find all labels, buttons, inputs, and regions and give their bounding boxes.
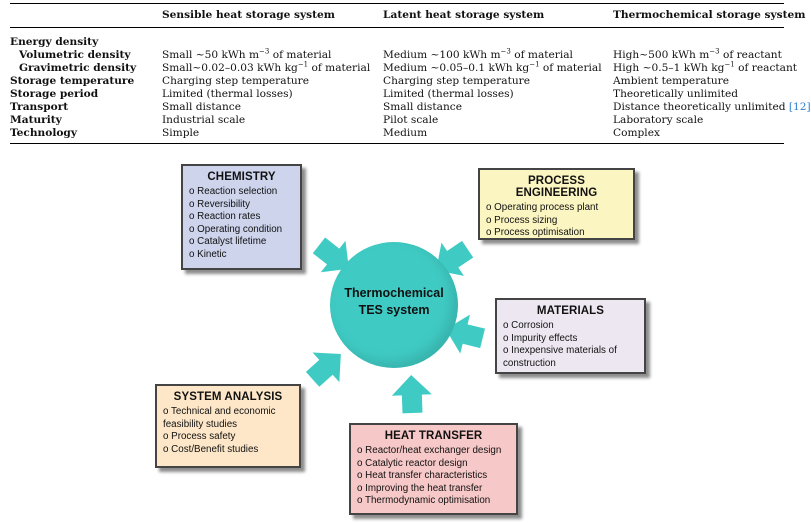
cell-sensible (162, 62, 370, 75)
chemistry-list (189, 186, 294, 262)
list-item: o Operating process plant (486, 202, 627, 215)
row-label: Gravimetric density (19, 62, 137, 74)
row-label: Volumetric density (19, 49, 131, 61)
chemistry-box (181, 164, 302, 270)
cell-text-suffix: of material (539, 62, 602, 74)
list-item: o Operating condition (189, 224, 294, 237)
list-item: o Catalytic reactor design (357, 458, 510, 471)
arrow-from-heat-transfer (391, 374, 432, 413)
cell-thermochemical (613, 62, 797, 75)
col-header-thermochemical: Thermochemical storage system (613, 9, 806, 21)
list-item: o Reactor/heat exchanger design (357, 445, 510, 458)
unit-exponent: −3 (709, 47, 720, 56)
cell-sensible: Limited (thermal losses) (162, 88, 293, 100)
row-label: Storage temperature (10, 75, 135, 87)
materials-list (503, 320, 638, 370)
row-label: Energy density (10, 36, 99, 48)
list-item: o Catalyst lifetime (189, 236, 294, 249)
cell-text-suffix: of material (510, 49, 573, 61)
unit-exponent: −1 (297, 60, 309, 69)
row-label: Technology (10, 127, 77, 139)
cell-text-suffix: of material (308, 62, 371, 74)
chemistry-title: CHEMISTRY (207, 171, 276, 183)
center-label-line1: Thermochemical (344, 286, 444, 300)
col-header-latent: Latent heat storage system (383, 9, 545, 21)
unit-exponent: −3 (259, 47, 270, 56)
cell-text: High~500 kWh m (613, 49, 710, 61)
cell-text-suffix: of reactant (719, 49, 782, 61)
comparison-table (10, 0, 811, 150)
table-top-rule (10, 3, 784, 4)
cell-latent: Pilot scale (383, 114, 439, 126)
cell-sensible: Simple (162, 127, 200, 139)
process-engineering-box (478, 168, 635, 240)
cell-text: Small~0.02–0.03 kWh kg (162, 62, 298, 74)
cell-thermochemical: Ambient temperature (613, 75, 729, 87)
unit-exponent: −3 (500, 47, 511, 56)
heat-transfer-box (349, 423, 518, 515)
table-bottom-rule (10, 143, 784, 144)
system-analysis-box (155, 384, 301, 468)
list-item: o Improving the heat transfer (357, 483, 510, 496)
cell-text-suffix: of reactant (734, 62, 798, 74)
list-item: o Reversibility (189, 199, 294, 212)
unit-exponent: −1 (529, 60, 540, 69)
row-label: Maturity (10, 114, 62, 126)
table-header-rule (10, 27, 784, 28)
cell-sensible: Small distance (162, 101, 241, 113)
list-item: o Process optimisation (486, 227, 627, 240)
materials-box (495, 298, 646, 374)
list-item: o Cost/Benefit studies (163, 444, 293, 457)
row-label: Transport (10, 101, 69, 113)
cell-text: Small ~50 kWh m (162, 49, 260, 61)
cell-latent: Small distance (383, 101, 462, 113)
cell-text: Medium ~100 kWh m (383, 49, 501, 61)
heat-transfer-list (357, 445, 510, 508)
research-areas-diagram (0, 150, 794, 523)
cell-latent: Limited (thermal losses) (383, 88, 514, 100)
process-engineering-list (486, 202, 627, 240)
cell-latent (383, 49, 573, 62)
cell-thermochemical: Laboratory scale (613, 114, 704, 126)
cell-latent: Medium (383, 127, 428, 139)
cell-sensible: Industrial scale (162, 114, 246, 126)
cell-thermochemical: Theoretically unlimited (613, 88, 739, 100)
heat-transfer-title: HEAT TRANSFER (384, 430, 483, 442)
process-engineering-title: PROCESS ENGINEERING (515, 175, 598, 199)
list-item: o Process sizing (486, 215, 627, 228)
cell-thermochemical (613, 101, 811, 114)
col-header-sensible: Sensible heat storage system (162, 9, 335, 21)
citation-link[interactable]: [12] (788, 101, 811, 113)
list-item: o Process safety (163, 431, 293, 444)
cell-thermochemical (613, 49, 782, 62)
list-item: o Reaction selection (189, 186, 294, 199)
cell-thermochemical: Complex (613, 127, 660, 139)
unit-exponent: −1 (724, 60, 735, 69)
row-label: Storage period (10, 88, 99, 100)
cell-text: Distance theoretically unlimited (613, 101, 789, 113)
cell-text: Medium ~0.05–0.1 kWh kg (383, 62, 530, 74)
system-analysis-title: SYSTEM ANALYSIS (173, 391, 283, 403)
list-item: o Inexpensive materials of construction (503, 345, 638, 370)
list-item: o Corrosion (503, 320, 638, 333)
center-circle (330, 242, 458, 368)
list-item: o Kinetic (189, 249, 294, 262)
cell-text: High ~0.5–1 kWh kg (613, 62, 725, 74)
cell-latent: Charging step temperature (383, 75, 530, 87)
cell-sensible: Charging step temperature (162, 75, 309, 87)
list-item: o Thermodynamic optimisation (357, 495, 510, 508)
cell-latent (383, 62, 602, 75)
list-item: o Technical and economic feasibility studies (163, 406, 293, 431)
system-analysis-list (163, 406, 293, 456)
list-item: o Impurity effects (503, 333, 638, 346)
cell-text-suffix: of material (269, 49, 332, 61)
list-item: o Heat transfer characteristics (357, 470, 510, 483)
materials-title: MATERIALS (536, 305, 605, 317)
list-item: o Reaction rates (189, 211, 294, 224)
center-label-line2: TES system (358, 303, 430, 317)
